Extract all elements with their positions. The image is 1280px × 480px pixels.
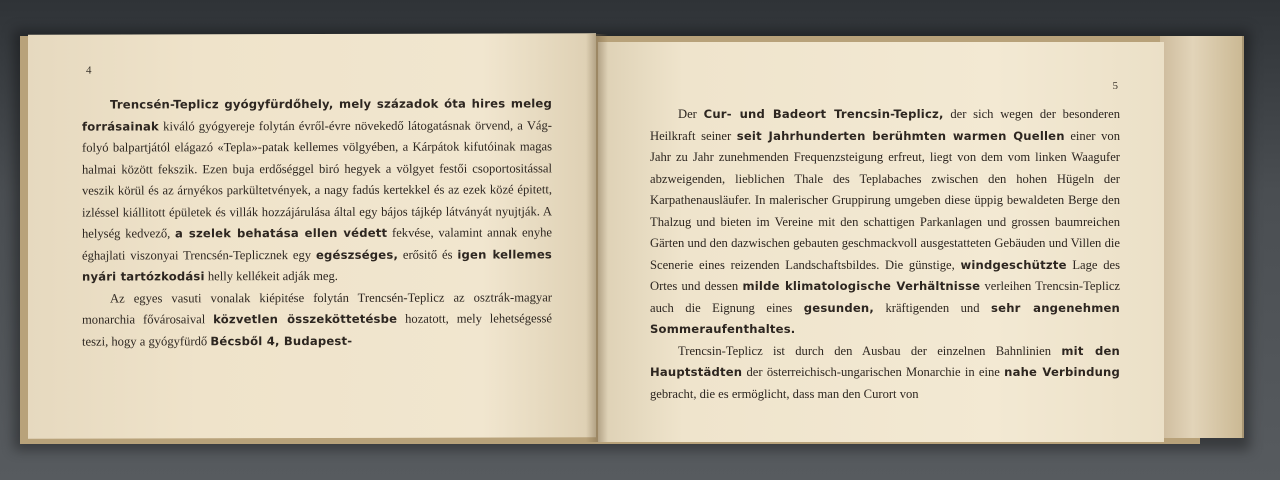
- text-run: Lage des Ortes und dessen: [650, 257, 1120, 293]
- bold-text-run: egészséges,: [315, 247, 399, 262]
- book-gutter: [586, 34, 608, 442]
- right-page: [598, 42, 1164, 442]
- bold-text-run: gesunden,: [803, 300, 874, 315]
- bold-text-run: Cur- und Badeort Trencsin-Teplicz,: [703, 107, 944, 121]
- bold-text-run: milde klimatologische Verhältnisse: [742, 279, 981, 293]
- text-run: erősitő és: [398, 247, 458, 262]
- bold-text-run: nahe Verbindung: [1004, 365, 1120, 379]
- left-page: [28, 33, 596, 438]
- page-stack-edge: [1160, 36, 1244, 438]
- bold-text-run: mit den Hauptstädten: [650, 343, 1120, 379]
- text-run: gebracht, die es ermöglicht, dass man den Curort von: [650, 386, 919, 401]
- bold-text-run: közvetlen összeköttetésbe: [213, 311, 398, 327]
- text-run: Az egyes vasuti vonalak kiépitése folytán Trencsén-Teplicz az osztrák-magyar monarchia fővárosaival: [82, 289, 552, 327]
- bold-text-run: Bécsből 4, Budapest-: [210, 333, 353, 348]
- text-run: helly kellékeit adják meg.: [204, 268, 338, 284]
- bold-text-run: seit Jahrhunderten berühmten warmen Quellen: [736, 128, 1065, 143]
- text-run: der sich wegen der besonderen Heilkraft seiner: [650, 107, 1121, 143]
- text-run: kiváló gyógyereje folytán évről-évre növekedő látogatásnak örvend, a Vág-folyó balpartjától elágazó «Tepla»-patak kellemes völgyében, a Kárpátok kifutóinak magas halmai között fekszik. Ezen buja erdőséggel biró hegyek a völgyet festői csoportositással veszik körül és az árnyékos parkültetvények, a nagy fadús kertekkel és az ezek közé épitett, izléssel kiállitott épületek és villák hozzájárulása által egy bájos tájkép látványát nyujtják. A helység kedvező,: [82, 117, 552, 241]
- paragraph: [650, 104, 1120, 341]
- paragraph: [650, 341, 1120, 406]
- text-run: Trencsin-Teplicz ist durch den Ausbau der einzelnen Bahnlinien: [678, 343, 1062, 358]
- bold-text-run: sehr angenehmen Sommeraufenthaltes.: [650, 300, 1120, 336]
- left-page-number: 4: [86, 64, 92, 77]
- text-run: einer von Jahr zu Jahr zunehmenden Frequenzsteigung erfreut, liegt von dem vom linken Waagufer abzweigenden, lieblichen Thale des Teplabaches zwischen den hohen Hügeln der Karpathenausläufer. In malerischer Gruppirung umgeben diese üppig bewaldeten Berge den Thalzug und bieten im Vereine mit den schattigen Parkanlagen und grossen baumreichen Gärten und den dazwischen gebauten geschmackvoll ausgestatteten Gebäuden und Villen die Scenerie eines reizenden Landschaftsbildes. Die günstige,: [650, 128, 1120, 272]
- text-run: hozatott, mely lehetségessé teszi, hogy a gyógyfürdő: [82, 311, 552, 349]
- text-run: Der: [678, 107, 704, 121]
- right-page-text: [650, 104, 1120, 405]
- paragraph: [82, 93, 552, 288]
- bold-text-run: a szelek behatása ellen védett: [175, 225, 388, 241]
- bold-text-run: Trencsén-Teplicz gyógyfürdőhely, mely századok óta hires meleg forrásainak: [82, 96, 552, 134]
- text-run: verleihen Trencsin-Teplicz auch die Eignung eines: [650, 279, 1120, 315]
- bold-text-run: windgeschützte: [960, 257, 1067, 272]
- right-page-number: 5: [1112, 80, 1118, 92]
- text-run: der österreichisch-ungarischen Monarchie in eine: [742, 365, 1005, 379]
- text-run: kräftigenden und: [873, 300, 992, 315]
- bold-text-run: igen kellemes nyári tartózkodási: [82, 246, 553, 284]
- text-run: fekvése, valamint annak enyhe éghajlati viszonyai Trencsén-Teplicznek egy: [82, 225, 553, 263]
- paragraph: [82, 287, 552, 353]
- left-page-text: [82, 93, 552, 352]
